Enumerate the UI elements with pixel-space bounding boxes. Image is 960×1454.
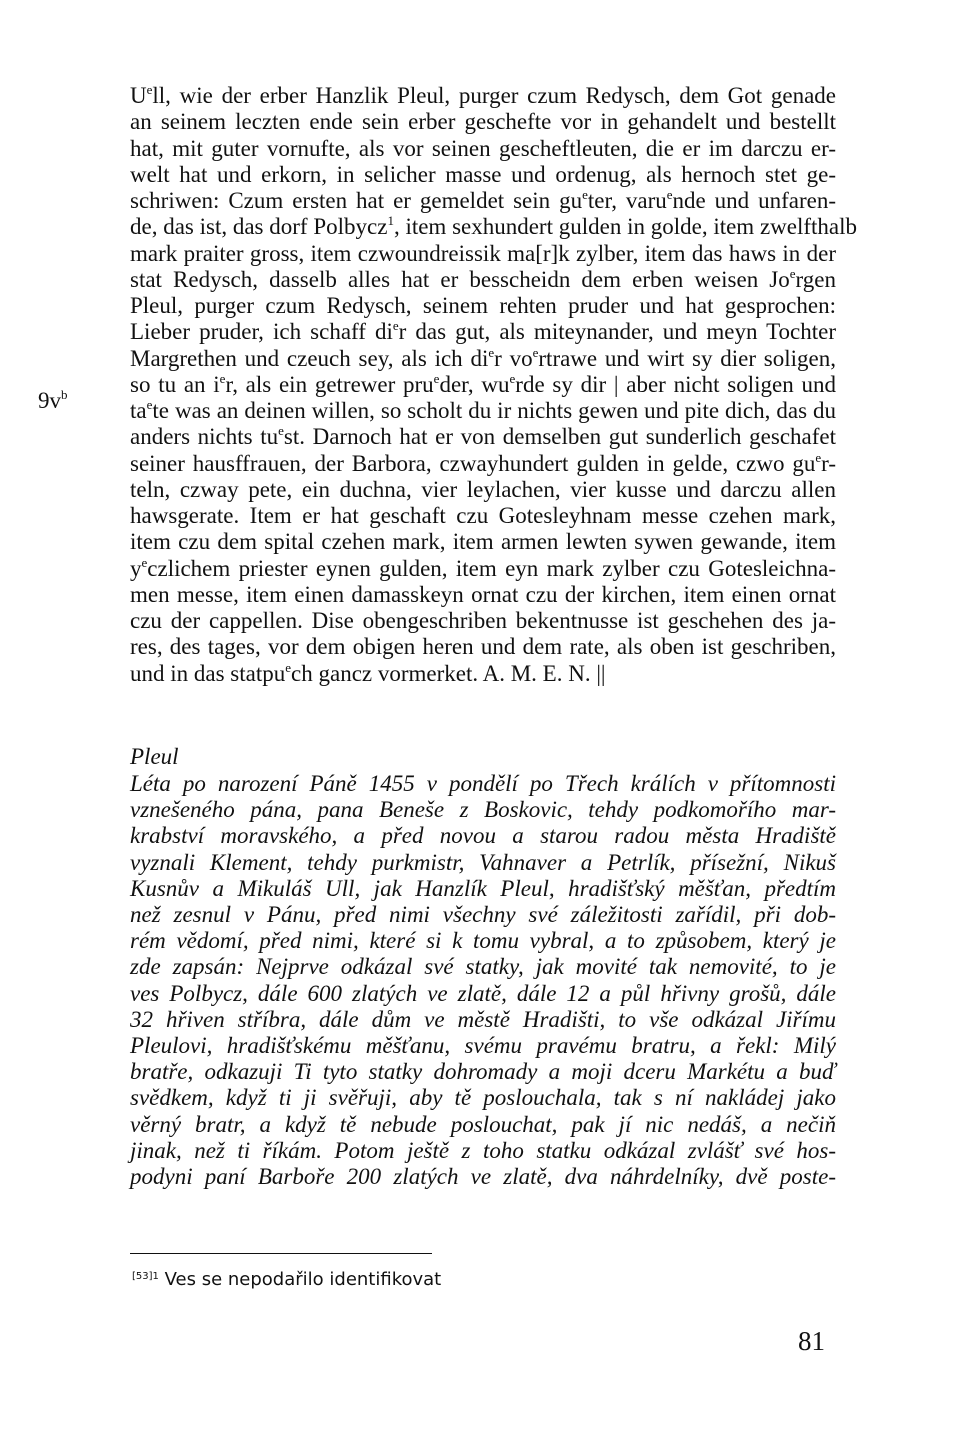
german-line: [130, 318, 836, 345]
text-segment: y: [130, 555, 142, 581]
superscript-letter: e: [392, 318, 399, 334]
german-line: [130, 423, 836, 450]
footnote: [132, 1266, 441, 1291]
text-segment: so tu an i: [130, 371, 220, 397]
superscript-letter: e: [789, 265, 796, 281]
german-line: [130, 187, 836, 214]
text-segment: stat Redysch, dasselb alles hat er besscheidn dem erben weisen Jo: [130, 266, 790, 292]
text-segment: rde sy dir | aber nicht soligen und: [515, 371, 836, 397]
german-line: [130, 108, 836, 135]
czech-line: vyznali Klement, tehdy purkmistr, Vahnaver a Petrlík, přísežní, Nikuš: [130, 849, 836, 875]
german-line: [130, 397, 836, 424]
superscript-letter: e: [666, 187, 673, 202]
superscript-letter: e: [146, 397, 153, 412]
superscript-letter: e: [433, 370, 440, 386]
text-segment: st. Darnoch hat er von demselben gut sunderlich geschafet: [283, 424, 836, 450]
german-line: [130, 476, 836, 503]
text-segment: hat, mit guter vornufte, als vor seinen gescheftleuten, die er im darczu er-: [130, 135, 836, 161]
german-line: [130, 213, 858, 240]
superscript-letter: e: [488, 344, 495, 360]
german-line: [130, 633, 836, 660]
footnote-text: Ves se nepodařilo identifikovat: [164, 1269, 442, 1290]
text-segment: mark praiter gross, item czwoundreissik ma[r]k zylber, item das haws in der: [130, 240, 836, 266]
german-line: [130, 371, 836, 398]
german-line: [130, 161, 836, 188]
superscript-letter: 1: [387, 213, 394, 229]
czech-line: krabství moravského, a před novou a starou radou města Hradiště: [130, 823, 836, 849]
superscript-letter: e: [815, 449, 822, 465]
czech-line: zde zapsán: Nejprve odkázal své statky, jak movité tak nemovité, to je: [130, 954, 836, 980]
czech-line: Léta po narození Páně 1455 v pondělí po Třech králích v přítomnosti: [130, 771, 836, 796]
text-segment: item czu dem spital czehen mark, item armen lewten sywen gewande, item: [130, 529, 836, 555]
text-segment: r-: [821, 450, 836, 476]
text-segment: seiner hausffrauen, der Barbora, czwayhundert gulden in gelde, czwo gu: [130, 450, 816, 476]
text-segment: ll, wie der erber Hanzlik Pleul, purger czum Redysch, dem Got genade: [152, 83, 836, 108]
german-line: [130, 555, 836, 582]
superscript-letter: e: [146, 82, 153, 97]
german-line: [130, 581, 836, 608]
text-segment: welt hat und erkorn, in selicher masse und ordenug, als hernoch stet ge-: [130, 161, 836, 187]
czech-line: Pleulovi, hradišťskému měšťanu, svému pravému bratru, a řekl: Milý: [130, 1033, 836, 1058]
czech-line: svědkem, když ti ji svěřuji, aby tě poslouchala, tak s ní nakládej jako: [130, 1085, 836, 1111]
text-segment: men messe, item einen damasskeyn ornat czu der kirchen, item einen ornat: [130, 581, 836, 607]
german-line: [130, 240, 836, 267]
czech-line: bratře, odkazuji Ti tyto statky dohromady a moji dceru Markétu a buď: [130, 1059, 836, 1085]
superscript-letter: e: [532, 344, 539, 360]
text-segment: und in das statpu: [130, 660, 286, 686]
text-segment: r vo: [494, 345, 533, 371]
text-segment: czu der cappellen. Dise obengeschriben bekentnusse ist geschehen des ja-: [130, 608, 836, 633]
german-line: [130, 135, 836, 162]
page-number: 81: [798, 1326, 825, 1356]
german-line: [130, 292, 836, 319]
text-segment: Lieber pruder, ich schaff di: [130, 319, 393, 345]
czech-line: podyni paní Barboře 200 zlatých ve zlatě, dva náhrdelníky, dvě poste-: [130, 1164, 836, 1189]
text-segment: rtrawe und wirt sy dier soligen,: [538, 345, 836, 371]
text-segment: ch gancz vormerket. A. M. E. N. ||: [291, 660, 606, 686]
superscript-letter: e: [278, 423, 284, 439]
footnote-rule: [130, 1253, 432, 1254]
superscript-letter: e: [285, 659, 292, 675]
german-line: [130, 502, 836, 529]
text-segment: der, wu: [439, 371, 510, 397]
footnote-mark: [53]1: [132, 1271, 159, 1282]
german-line: [130, 660, 836, 687]
text-segment: ta: [130, 398, 147, 423]
text-segment: czlichem priester eynen gulden, item eyn mark zylber czu Gotesleichna-: [147, 555, 836, 581]
text-segment: teln, czway pete, ein duchna, vier leylachen, vier kusse und darczu allen: [130, 476, 836, 502]
superscript-letter: e: [582, 187, 588, 202]
text-segment: ter, varu: [587, 188, 667, 213]
czech-line: 32 hřiven stříbra, dále dům ve městě Hradišti, to vše odkázal Jiřímu: [130, 1006, 836, 1032]
german-line: [130, 450, 836, 477]
czech-line: Kusnův a Mikuláš Ull, jak Hanzlík Pleul, hradišťský měšťan, předtím: [130, 875, 836, 901]
german-line: [130, 266, 836, 293]
folio-number: 9v: [38, 388, 61, 413]
text-segment: r das gut, als miteynander, und meyn Tochter: [398, 319, 836, 345]
czech-line: než zesnul v Pánu, před nimi všechny své záležitosti zařídil, při dob-: [130, 902, 836, 927]
text-segment: , item sexhundert gulden in golde, item zwelfthalb: [393, 214, 858, 240]
german-line: [130, 82, 836, 109]
text-segment: anders nichts tu: [130, 424, 279, 450]
czech-line: jinak, než ti říkám. Potom ještě z toho statku odkázal zvlášť své hos-: [130, 1137, 836, 1163]
superscript-letter: e: [509, 370, 516, 386]
czech-heading: Pleul: [130, 744, 179, 769]
czech-line: věrný bratr, a když tě nebude poslouchat, pak jí nic nedáš, a nečiň: [130, 1111, 836, 1137]
text-segment: Pleul, purger czum Redysch, seinem rehten pruder und hat gesprochen:: [130, 293, 836, 318]
german-line: [130, 528, 836, 555]
text-segment: res, des tages, vor dem obigen heren und dem rate, als oben ist geschriben,: [130, 634, 836, 660]
folio-margin-note: [38, 387, 68, 414]
czech-line: rém vědomí, před nimi, které si k tomu vybral, a to způsobem, který je: [130, 928, 836, 954]
text-segment: de, das ist, das dorf Polbycz: [130, 214, 388, 240]
german-line: [130, 345, 836, 372]
text-segment: te was an deinen willen, so scholt du ir nichts gewen und pite dich, das du: [152, 398, 836, 423]
czech-line: vznešeného pána, pana Beneše z Boskovic, tehdy podkomořího mar-: [130, 797, 836, 823]
text-segment: r, als ein getrewer pru: [225, 371, 434, 397]
folio-side: b: [61, 387, 68, 402]
text-segment: schriwen: Czum ersten hat er gemeldet sein gu: [130, 188, 583, 213]
superscript-letter: e: [219, 370, 226, 386]
text-segment: U: [130, 83, 147, 108]
superscript-letter: e: [141, 554, 148, 570]
german-line: [130, 607, 836, 634]
czech-line: ves Polbycz, dále 600 zlatých ve zlatě, dále 12 a půl hřivny grošů, dále: [130, 980, 836, 1006]
text-segment: hawsgerate. Item er hat geschaft czu Gotesleyhnam messe czehen mark,: [130, 503, 836, 528]
text-segment: Margrethen und czeuch sey, als ich di: [130, 345, 489, 371]
text-segment: nde und unfaren-: [672, 188, 836, 213]
text-segment: rgen: [795, 266, 836, 292]
text-segment: an seinem leczten ende sein erber geschefte vor in gehandelt und bestellt: [130, 109, 836, 135]
